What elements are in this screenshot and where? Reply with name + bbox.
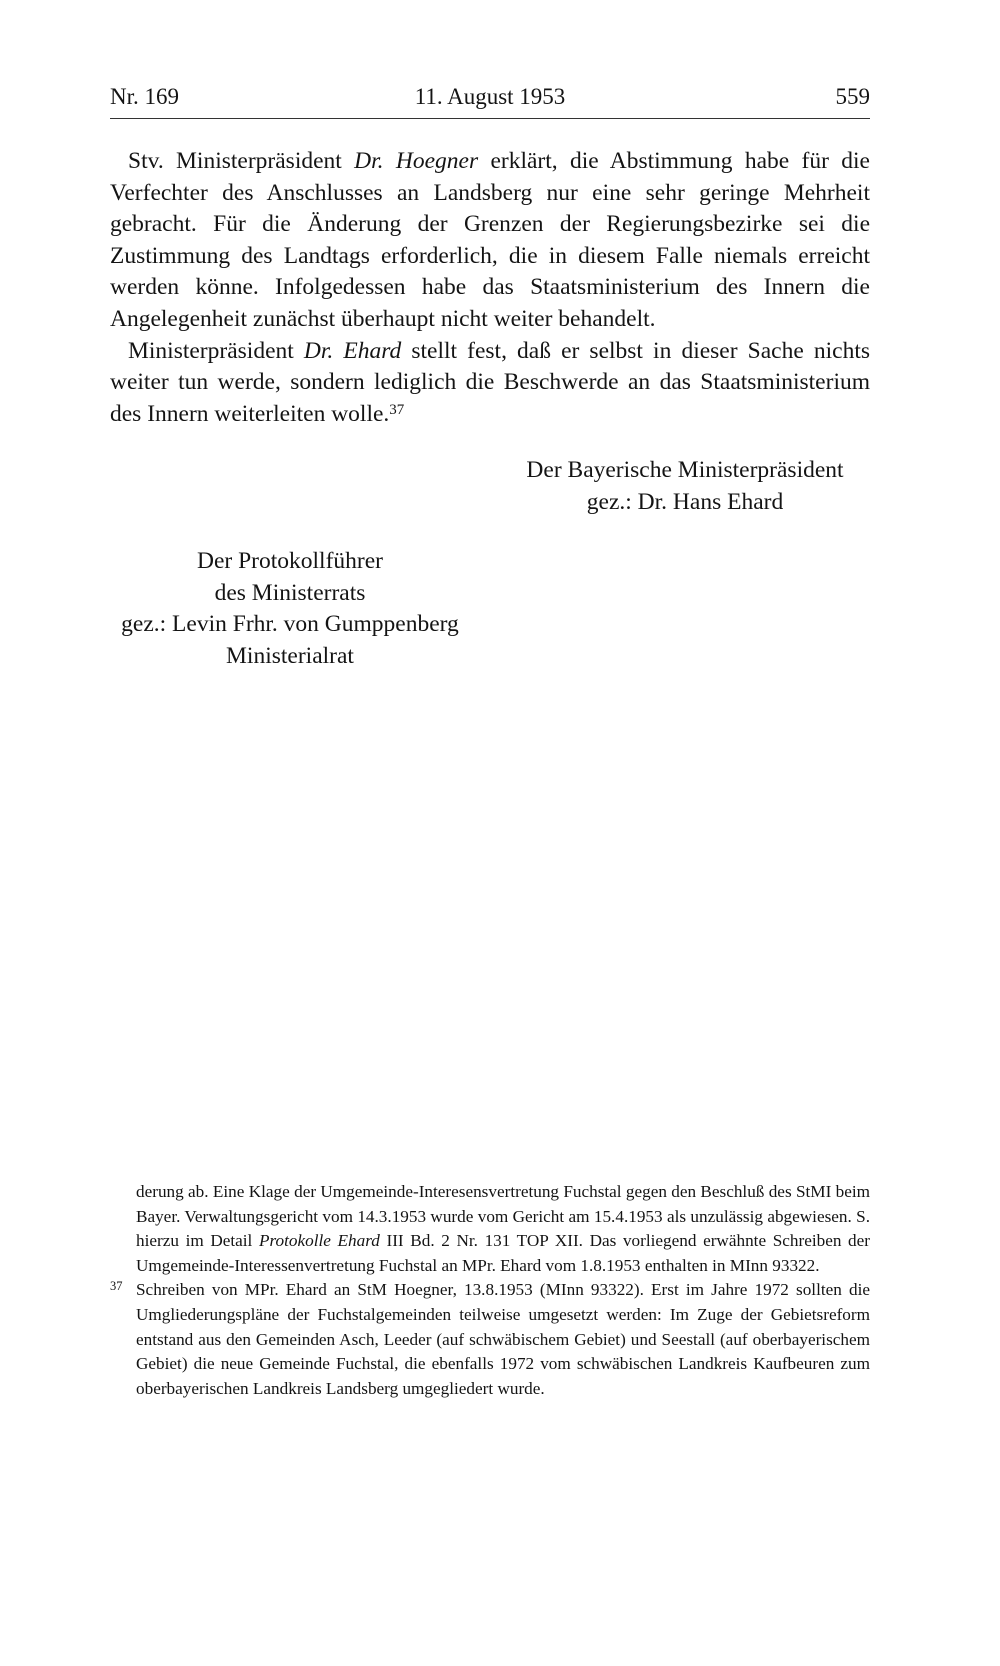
footnote-text: Schreiben von MPr. Ehard an StM Hoegner, 13.8.1953 (MInn 93322). Erst im Jahre 1972 sollten die Umgliederungspläne der Fuchstalgemeinden teilweise umgesetzt werden: Im Zuge der Gebietsreform entstand aus den Gemeinden Asch, Leeder (auf schwäbischem Gebiet) und Seestall (auf oberbayerischem Gebiet) die neue Gemeinde Fuchstal, die ebenfalls 1972 vom schwäbischen Landkreis Kaufbeuren zum oberbayerischen Landkreis Landsberg umgegliedert wurde.: [136, 1280, 870, 1398]
paragraph-text: erklärt, die Abstimmung habe für die Verfechter des Anschlusses an Landsberg nur eine sehr geringe Mehrheit gebracht. Für die Änderung der Grenzen der Regierungsbezirke sei die Zustimmung des Landtags erforderlich, die in diesem Falle niemals erreicht werden könne. Infolgedessen habe das Staatsministerium des Innern die Angelegenheit zunächst überhaupt nicht weiter behandelt.: [110, 148, 870, 332]
signature-rank: Ministerialrat: [226, 642, 354, 669]
header-document-number: Nr. 169: [110, 84, 179, 109]
header-page-number: 559: [835, 84, 870, 109]
person-name: Dr. Ehard: [303, 337, 402, 364]
footnote-italic-title: Protokolle Ehard: [258, 1231, 380, 1251]
paragraph-hoegner: [110, 146, 870, 336]
paragraph-ehard: [110, 336, 870, 431]
running-header: [110, 82, 870, 119]
footnote-37: [110, 1278, 870, 1401]
signature-title: des Ministerrats: [214, 579, 366, 606]
signature-name: gez.: Dr. Hans Ehard: [586, 488, 784, 515]
signature-minister-president: [520, 455, 850, 518]
signature-title: Der Protokollführer: [197, 548, 383, 574]
signature-name: gez.: Levin Frhr. von Gumppenberg: [121, 611, 459, 638]
footnote-number: 37: [110, 1279, 123, 1294]
footnote-continued: [136, 1180, 870, 1278]
footnote-reference: 37: [389, 401, 405, 418]
signature-title: Der Bayerische Ministerpräsident: [526, 457, 844, 483]
person-name: Dr. Hoegner: [354, 148, 479, 174]
signature-recorder: [110, 546, 470, 672]
paragraph-text: Stv. Ministerpräsident: [128, 148, 355, 174]
footnote-text: III Bd. 2 Nr. 131 TOP XII. Das vorliegend erwähnte Schreiben der Umgemeinde-Interessenvertretung Fuchstal an MPr. Ehard vom 1.8.1953 enthalten in MInn 93322.: [136, 1231, 870, 1275]
footnotes: [110, 1180, 870, 1401]
main-text: [110, 146, 870, 430]
paragraph-text: stellt fest, daß er selbst in dieser Sache nichts weiter tun werde, sondern lediglich die Beschwerde an das Staatsministerium des Innern weiterleiten wolle.: [110, 337, 870, 427]
footnote-text: derung ab. Eine Klage der Umgemeinde-Interesensvertretung Fuchstal gegen den Beschluß des StMI beim Bayer. Verwaltungsgericht vom 14.3.1953 wurde vom Gericht am 15.4.1953 als unzulässig abgewiesen. S. hierzu im Detail: [136, 1182, 870, 1251]
paragraph-text: Ministerpräsident: [128, 337, 304, 364]
header-date: 11. August 1953: [414, 84, 566, 109]
